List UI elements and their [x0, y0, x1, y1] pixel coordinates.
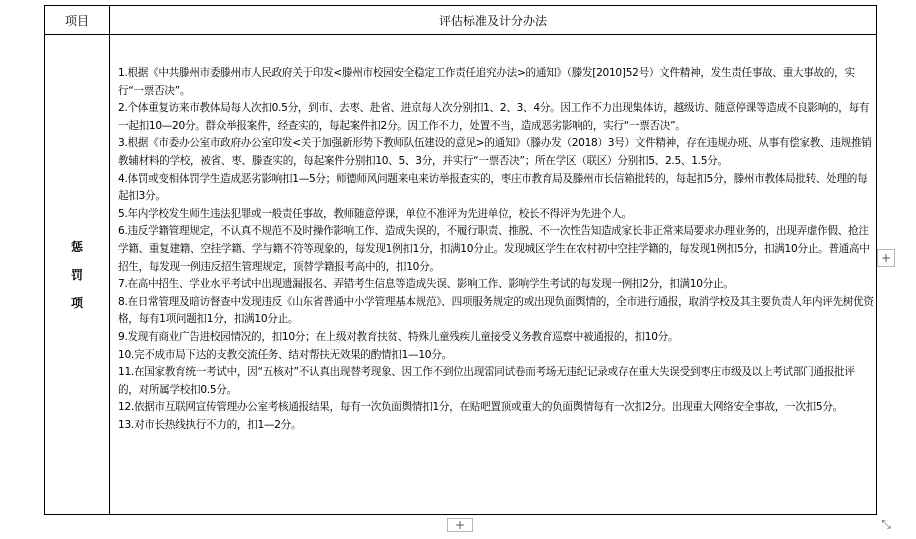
criteria-item: 11.在国家教育统一考试中，因“五核对”不认真出现替考现象、因工作不到位出现雷同试卷而考场无违纪记录或存在重大失误受到枣庄市级及以上考试部门通报批评的，对所属学校扣0.5分。 [118, 366, 855, 396]
criteria-item: 1.根据《中共滕州市委滕州市人民政府关于印发<滕州市校园安全稳定工作责任追究办法>的通知》（滕发[2010]52号）文件精神，发生责任事故、重大事故的，实行“一票否决”。 [118, 67, 855, 97]
criteria-item: 13.对市长热线执行不力的，扣1—2分。 [118, 418, 302, 431]
criteria-item: 5.年内学校发生师生违法犯罪或一般责任事故，教师随意停课，单位不准评为先进单位，校长不得评为先进个人。 [118, 207, 632, 220]
criteria-item: 8.在日常管理及暗访督查中发现违反《山东省普通中小学管理基本规范》、四项服务规定的或出现负面舆情的，全市进行通报，取消学校及其主要负责人年内评先树优资格，每有1项问题扣1分，扣满10分止。 [118, 295, 874, 326]
table-header-row [45, 6, 876, 35]
add-column-button[interactable]: + [877, 249, 895, 267]
add-row-button[interactable]: + [447, 518, 473, 532]
criteria-item: 3.根据《市委办公室市政府办公室印发<关于加强新形势下教师队伍建设的意见>的通知》（滕办发（2018）3号）文件精神，存在违规办班、从事有偿家教、违规推销教辅材料的学校，被省、枣、滕查实的，每起案件分别扣10、5、3分，并实行“一票否决”；所在学区（联区）分别扣5、2.5、1.5分。 [118, 137, 872, 167]
category-char: 惩 [70, 239, 83, 254]
column-divider [109, 6, 110, 514]
criteria-item: 2.个体重复访来市教体局每人次扣0.5分，到市、去枣、赴省、进京每人次分别扣1、2、3、4分。因工作不力出现集体访，越级访、随意停课等造成不良影响的，每有一起扣10—20分。群众举报案件，经查实的，每起案件扣2分。因工作不力，处置不当，造成恶劣影响的，实行“一票否决”。 [118, 102, 870, 132]
criteria-item: 7.在高中招生、学业水平考试中出现遗漏报名、弄错考生信息等造成失误、影响工作、影响学生考试的每发现一例扣2分，扣满10分止。 [118, 278, 734, 291]
criteria-item: 4.体罚或变相体罚学生造成恶劣影响扣1—5分；师德师风问题来电来访举报查实的，枣庄市教育局及滕州市长信箱批转的，每起扣5分，滕州市教体局批转、处理的每起扣3分。 [118, 172, 868, 203]
criteria-item: 12.依据市互联网宣传管理办公室考核通报结果，每有一次负面舆情扣1分，在贴吧置顶或重大的负面舆情每有一次扣2分。出现重大网络安全事故，一次扣5分。 [118, 401, 843, 414]
criteria-item: 9.发现有商业广告进校园情况的，扣10分；在上级对教育扶贫、特殊儿童残疾儿童接受义务教育巡察中被通报的，扣10分。 [118, 330, 679, 343]
resize-handle-icon[interactable]: ⤡ [881, 517, 891, 531]
header-item-cell: 项目 [64, 13, 89, 28]
criteria-item: 6.违反学籍管理规定，不认真不规范不及时操作影响工作、造成失误的，不履行职责、推脱、不一次性告知造成家长非正常来局要求办理业务的，出现弄虚作假、抢注学籍、重复建籍、空挂学籍、学与籍不符等现象的，每发现1例扣1分，扣满10分止。发现城区学生在农村初中空挂学籍的，每发现1例扣5分，扣满10分止。普通高中招生，每发现一例违反招生管理规定，顶替学籍报考高中的，扣10分。 [118, 225, 870, 273]
header-criteria-cell: 评估标准及计分办法 [438, 13, 547, 28]
evaluation-table [44, 5, 877, 515]
criteria-content[interactable] [118, 65, 874, 434]
category-cell [45, 35, 109, 514]
criteria-item: 10.完不成市局下达的支教交流任务、结对帮扶无效果的酌情扣1—10分。 [118, 348, 452, 361]
category-char: 项 [70, 295, 83, 310]
category-char: 罚 [70, 267, 83, 282]
